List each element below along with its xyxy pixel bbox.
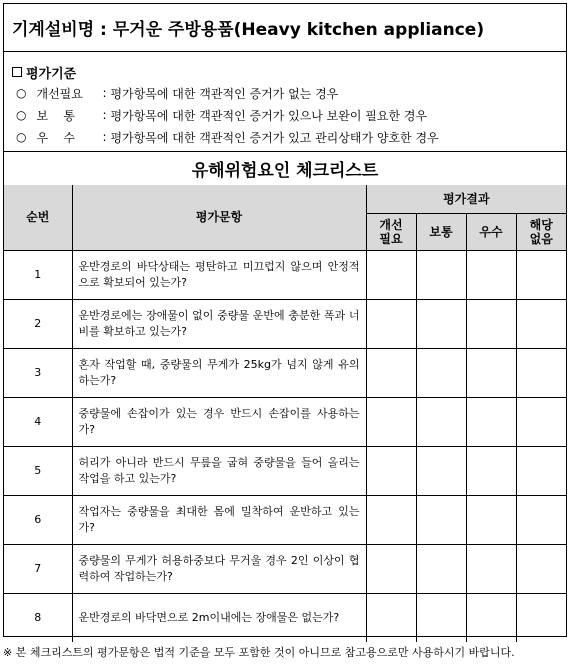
table-row	[4, 348, 566, 397]
result-cell-improve[interactable]	[366, 348, 416, 397]
table-row	[4, 446, 566, 495]
checklist-document	[3, 3, 567, 637]
table-row	[4, 495, 566, 544]
result-cell-improve[interactable]	[366, 593, 416, 642]
result-cell-normal[interactable]	[416, 544, 466, 593]
result-cell-not-applicable[interactable]	[516, 446, 566, 495]
result-cell-normal[interactable]	[416, 495, 466, 544]
row-number: 4	[4, 397, 72, 446]
header-not-applicable: 해당없음	[516, 213, 566, 250]
row-question: 중량물에 손잡이가 있는 경우 반드시 손잡이를 사용하는가?	[72, 397, 366, 446]
header-excellent: 우수	[466, 213, 516, 250]
row-number: 8	[4, 593, 72, 642]
result-cell-excellent[interactable]	[466, 397, 516, 446]
result-cell-normal[interactable]	[416, 397, 466, 446]
header-no: 순번	[4, 185, 72, 250]
checklist-title: 유해위험요인 체크리스트	[4, 152, 566, 186]
result-cell-not-applicable[interactable]	[516, 593, 566, 642]
result-cell-improve[interactable]	[366, 250, 416, 299]
result-cell-excellent[interactable]	[466, 495, 516, 544]
result-cell-excellent[interactable]	[466, 250, 516, 299]
row-number: 7	[4, 544, 72, 593]
row-number: 1	[4, 250, 72, 299]
criteria-heading-label: 평가기준	[26, 66, 77, 82]
row-question: 허리가 아니라 반드시 무릎을 굽혀 중량물을 들어 올리는 작업을 하고 있는가?	[72, 446, 366, 495]
evaluation-criteria	[4, 56, 566, 152]
circle-bullet-icon: ○	[16, 86, 27, 100]
result-cell-not-applicable[interactable]	[516, 495, 566, 544]
result-cell-not-applicable[interactable]	[516, 544, 566, 593]
result-cell-excellent[interactable]	[466, 348, 516, 397]
circle-bullet-icon: ○	[16, 108, 27, 122]
header-result: 평가결과	[366, 185, 566, 213]
row-question: 운반경로의 바닥상태는 평탄하고 미끄럽지 않으며 안정적으로 확보되어 있는가?	[72, 250, 366, 299]
criteria-key: 개선필요	[36, 86, 83, 101]
row-number: 6	[4, 495, 72, 544]
header-improve: 개선필요	[366, 213, 416, 250]
result-cell-not-applicable[interactable]	[516, 348, 566, 397]
result-cell-excellent[interactable]	[466, 446, 516, 495]
square-box-icon	[12, 67, 22, 77]
criteria-item-improve: ○ 개선필요 : 평가항목에 대한 객관적인 증거가 없는 경우	[16, 86, 339, 101]
row-number: 3	[4, 348, 72, 397]
table-row	[4, 593, 566, 642]
row-question: 혼자 작업할 때, 중량물의 무게가 25kg가 넘지 않게 유의하는가?	[72, 348, 366, 397]
result-cell-normal[interactable]	[416, 250, 466, 299]
criteria-heading	[12, 62, 558, 82]
result-cell-improve[interactable]	[366, 544, 416, 593]
table-row	[4, 250, 566, 299]
result-cell-improve[interactable]	[366, 446, 416, 495]
result-cell-improve[interactable]	[366, 495, 416, 544]
result-cell-excellent[interactable]	[466, 544, 516, 593]
row-question: 운반경로에는 장애물이 없이 중량물 운반에 충분한 폭과 너비를 확보하고 있는가?	[72, 299, 366, 348]
row-question: 작업자는 중량물을 최대한 몸에 밀착하여 운반하고 있는가?	[72, 495, 366, 544]
checklist-table	[4, 185, 566, 642]
criteria-key: 보 통	[36, 108, 75, 123]
result-cell-improve[interactable]	[366, 299, 416, 348]
result-cell-normal[interactable]	[416, 299, 466, 348]
table-row	[4, 299, 566, 348]
result-cell-improve[interactable]	[366, 397, 416, 446]
header-normal: 보통	[416, 213, 466, 250]
criteria-item-normal: ○ 보 통 : 평가항목에 대한 객관적인 증거가 있으나 보완이 필요한 경우	[16, 108, 428, 123]
result-cell-excellent[interactable]	[466, 593, 516, 642]
equipment-title: 기계설비명 : 무거운 주방용품(Heavy kitchen appliance)	[4, 4, 566, 52]
row-number: 2	[4, 299, 72, 348]
result-cell-normal[interactable]	[416, 446, 466, 495]
row-question: 운반경로의 바닥면으로 2m이내에는 장애물은 없는가?	[72, 593, 366, 642]
table-row	[4, 544, 566, 593]
table-row	[4, 397, 566, 446]
circle-bullet-icon: ○	[16, 130, 27, 144]
row-question: 중량물의 무게가 허용하중보다 무거울 경우 2인 이상이 협력하여 작업하는가?	[72, 544, 366, 593]
row-number: 5	[4, 446, 72, 495]
criteria-text: 평가항목에 대한 객관적인 증거가 있으나 보완이 필요한 경우	[110, 108, 428, 123]
result-cell-normal[interactable]	[416, 593, 466, 642]
criteria-text: 평가항목에 대한 객관적인 증거가 있고 관리상태가 양호한 경우	[110, 130, 439, 145]
result-cell-not-applicable[interactable]	[516, 397, 566, 446]
criteria-key: 우 수	[36, 130, 75, 145]
result-cell-excellent[interactable]	[466, 299, 516, 348]
criteria-item-excellent: ○ 우 수 : 평가항목에 대한 객관적인 증거가 있고 관리상태가 양호한 경우	[16, 130, 439, 145]
result-cell-normal[interactable]	[416, 348, 466, 397]
criteria-text: 평가항목에 대한 객관적인 증거가 없는 경우	[110, 86, 339, 101]
result-cell-not-applicable[interactable]	[516, 250, 566, 299]
footnote: ※ 본 체크리스트의 평가문항은 법적 기준을 모두 포함한 것이 아니므로 참고용으로만 사용하시기 바랍니다.	[3, 646, 515, 659]
header-item: 평가문항	[72, 185, 366, 250]
result-cell-not-applicable[interactable]	[516, 299, 566, 348]
